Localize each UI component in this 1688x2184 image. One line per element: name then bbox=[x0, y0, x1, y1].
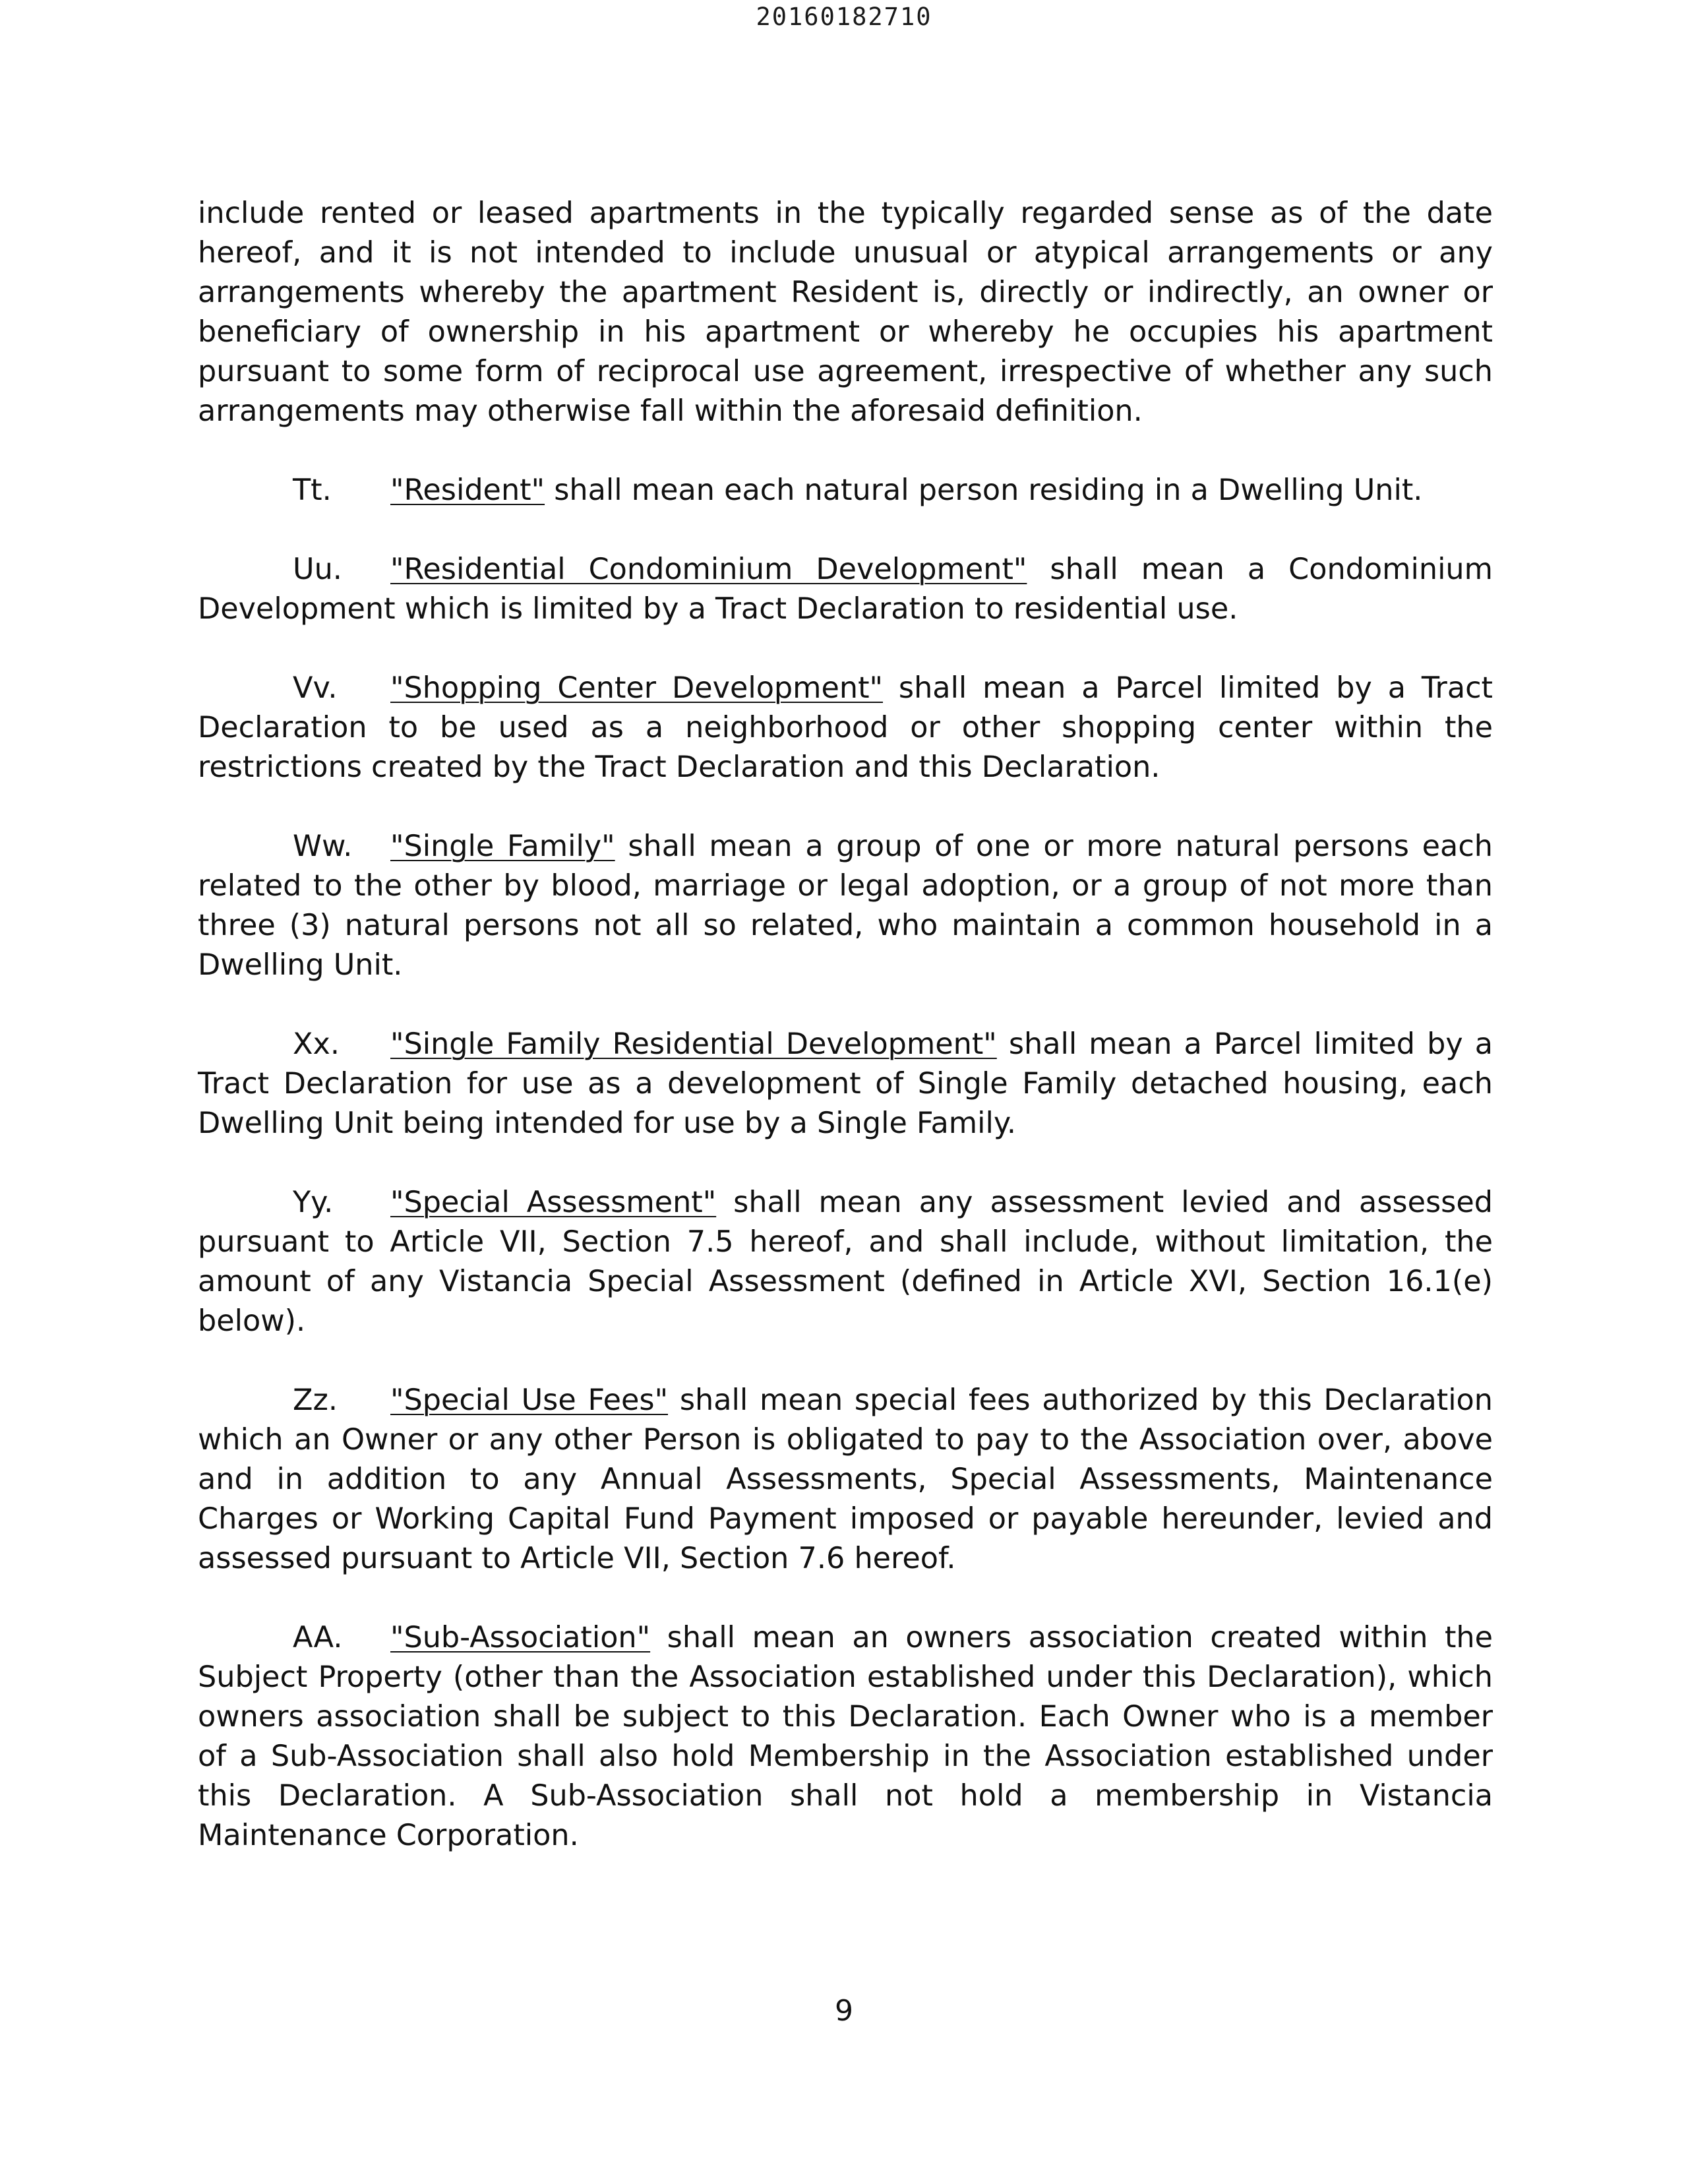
definition-text: shall mean any assessment levied and assessed pursuant to Article VII, Section 7.5 hereof, and shall include, without limitation, the amount of any Vistancia Special Assessment (defined in Article XVI, Section 16.1(e) below). bbox=[198, 1186, 1493, 1338]
defined-term: "Residential Condominium Development" bbox=[390, 553, 1027, 586]
defined-term: "Single Family Residential Development" bbox=[390, 1027, 997, 1061]
definition-resident bbox=[198, 471, 1493, 510]
definition-label: Vv. bbox=[293, 671, 338, 705]
definition-text: shall mean a group of one or more natural persons each related to the other by blood, marriage or legal adoption, or a group of not more than three (3) natural persons not all so related, who maintain a common household in a Dwelling Unit. bbox=[198, 830, 1493, 982]
defined-term: "Special Use Fees" bbox=[390, 1383, 669, 1417]
document-body bbox=[198, 194, 1493, 1856]
definition-label: Zz. bbox=[293, 1383, 338, 1417]
document-number: 20160182710 bbox=[756, 3, 932, 31]
defined-term: "Special Assessment" bbox=[390, 1186, 717, 1219]
definition-text: shall mean a Condominium Development which is limited by a Tract Declaration to residential use. bbox=[198, 553, 1493, 626]
definition-residential-condominium-development bbox=[198, 550, 1493, 629]
definition-shopping-center-development bbox=[198, 669, 1493, 787]
definition-sub-association bbox=[198, 1618, 1493, 1856]
definition-special-assessment bbox=[198, 1183, 1493, 1341]
page-number: 9 bbox=[835, 1994, 853, 2028]
continuation-paragraph: include rented or leased apartments in the typically regarded sense as of the date hereof, and it is not intended to include unusual or atypical arrangements or any arrangements whereby the apartment Resident is, directly or indirectly, an owner or beneficiary of ownership in his apartment or whereby he occupies his apartment pursuant to some form of reciprocal use agreement, irrespective of whether any such arrangements may otherwise fall within the aforesaid definition. bbox=[198, 197, 1493, 428]
defined-term: "Resident" bbox=[390, 473, 545, 507]
definition-special-use-fees bbox=[198, 1381, 1493, 1579]
definition-label: Tt. bbox=[293, 473, 332, 507]
defined-term: "Sub-Association" bbox=[390, 1621, 651, 1654]
definition-text: shall mean each natural person residing in a Dwelling Unit. bbox=[545, 473, 1423, 507]
defined-term: "Shopping Center Development" bbox=[390, 671, 884, 705]
definition-single-family bbox=[198, 827, 1493, 985]
definition-label: Uu. bbox=[293, 553, 342, 586]
defined-term: "Single Family" bbox=[390, 830, 615, 863]
definition-label: Xx. bbox=[293, 1027, 340, 1061]
definition-text: shall mean an owners association created within the Subject Property (other than the Association established under this Declaration), which owners association shall be subject to this Declaration. Each Owner who is a member of a Sub-Association shall also hold Membership in the Association established under this Declaration. A Sub-Association shall not hold a membership in Vistancia Maintenance Corporation. bbox=[198, 1621, 1493, 1852]
definition-label: Ww. bbox=[293, 830, 353, 863]
definition-text: shall mean a Parcel limited by a Tract Declaration for use as a development of Single Family detached housing, each Dwelling Unit being intended for use by a Single Family. bbox=[198, 1027, 1493, 1140]
definition-text: shall mean special fees authorized by this Declaration which an Owner or any other Person is obligated to pay to the Association over, above and in addition to any Annual Assessments, Special Assessments, Maintenance Charges or Working Capital Fund Payment imposed or payable hereunder, levied and assessed pursuant to Article VII, Section 7.6 hereof. bbox=[198, 1383, 1493, 1575]
definition-single-family-residential-development bbox=[198, 1025, 1493, 1143]
definition-label: AA. bbox=[293, 1621, 343, 1654]
definition-label: Yy. bbox=[293, 1186, 334, 1219]
definition-text: shall mean a Parcel limited by a Tract Declaration to be used as a neighborhood or other shopping center within the restrictions created by the Tract Declaration and this Declaration. bbox=[198, 671, 1493, 784]
